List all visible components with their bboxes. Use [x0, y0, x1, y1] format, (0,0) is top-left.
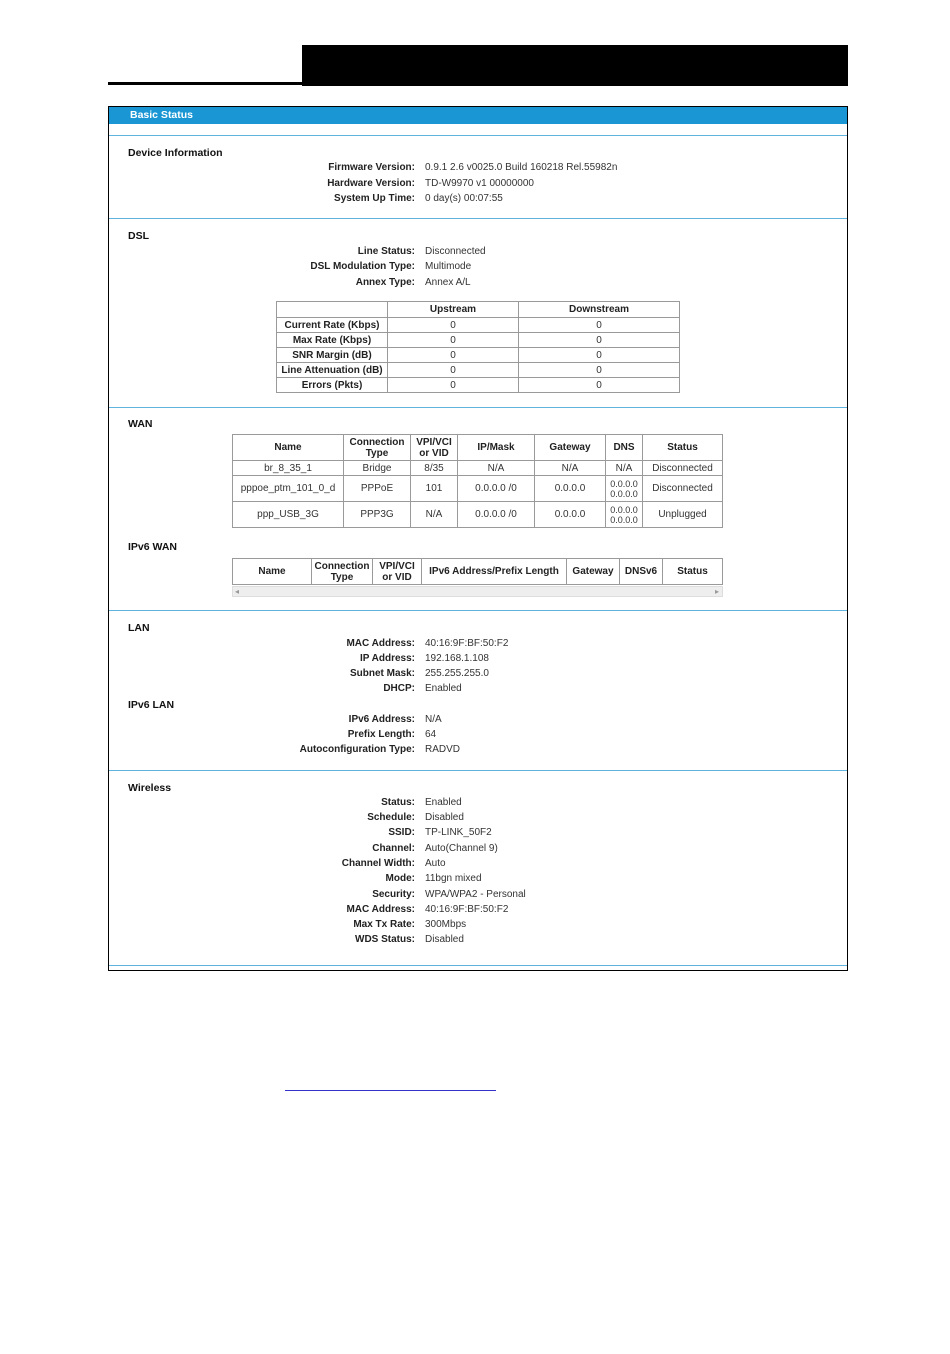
table-header: Name — [233, 559, 312, 585]
info-label: Annex Type: — [355, 277, 415, 288]
info-row — [109, 873, 849, 887]
table-cell: 8/35 — [411, 461, 458, 476]
info-row — [109, 827, 849, 841]
info-value: 255.255.255.0 — [425, 668, 489, 679]
info-value: 0.9.1 2.6 v0025.0 Build 160218 Rel.55982n — [425, 162, 618, 173]
info-row — [109, 714, 849, 728]
info-value: WPA/WPA2 - Personal — [425, 889, 526, 900]
dns-primary: 0.0.0.0 — [610, 504, 638, 515]
info-value: 40:16:9F:BF:50:F2 — [425, 904, 509, 915]
info-label: Security: — [372, 889, 415, 900]
table-cell: br_8_35_1 — [233, 461, 344, 476]
section-title-lan: LAN — [128, 622, 150, 634]
info-label: Mode: — [385, 873, 415, 884]
table-cell: SNR Margin (dB) — [277, 348, 388, 363]
info-value: Enabled — [425, 683, 462, 694]
table-cell: 0 — [519, 378, 680, 393]
info-label: System Up Time: — [334, 193, 415, 204]
scroll-left-arrow-icon[interactable]: ◂ — [235, 587, 240, 596]
table-header: Upstream — [388, 302, 519, 318]
table-row — [277, 333, 680, 348]
info-label: SSID: — [388, 827, 415, 838]
info-label: IP Address: — [359, 653, 415, 664]
info-row — [109, 246, 849, 260]
table-header: DNS — [606, 435, 643, 461]
table-header: Connection Type — [344, 435, 411, 461]
table-header: VPI/VCI or VID — [411, 435, 458, 461]
section-title-ipv6-wan: IPv6 WAN — [128, 541, 178, 553]
info-label: Status: — [381, 797, 415, 808]
info-value: 64 — [425, 729, 437, 740]
table-cell: 0 — [388, 378, 519, 393]
separator — [109, 965, 847, 966]
panel-title: Basic Status — [130, 109, 194, 121]
table-header: Connection Type — [312, 559, 373, 585]
info-value: 40:16:9F:BF:50:F2 — [425, 638, 509, 649]
info-value: 300Mbps — [425, 919, 467, 930]
section-title-device: Device Information — [128, 147, 223, 159]
table-cell: 0 — [388, 348, 519, 363]
info-label: Max Tx Rate: — [353, 919, 415, 930]
info-label: Firmware Version: — [328, 162, 415, 173]
basic-status-panel — [108, 106, 848, 971]
info-value: Disabled — [425, 812, 464, 823]
info-row — [109, 277, 849, 291]
table-cell: PPPoE — [344, 476, 411, 502]
table-cell: N/A — [606, 461, 643, 476]
info-label: IPv6 Address: — [348, 714, 415, 725]
table-cell: Bridge — [344, 461, 411, 476]
table-row — [233, 476, 723, 502]
scroll-right-arrow-icon[interactable]: ▸ — [714, 587, 719, 596]
section-title-wireless: Wireless — [128, 782, 172, 794]
table-row — [277, 348, 680, 363]
table-cell: 0.0.0.0 /0 — [458, 502, 535, 528]
table-cell: 0 — [519, 348, 680, 363]
info-row — [109, 889, 849, 903]
table-cell: N/A — [458, 461, 535, 476]
table-cell: N/A — [411, 502, 458, 528]
info-row — [109, 812, 849, 826]
info-value: 11bgn mixed — [425, 873, 482, 884]
table-row — [233, 502, 723, 528]
info-value: Disabled — [425, 934, 464, 945]
section-title-wan: WAN — [128, 418, 153, 430]
dns-primary: 0.0.0.0 — [610, 478, 638, 489]
section-title-dsl: DSL — [128, 230, 149, 242]
horizontal-scrollbar[interactable] — [232, 586, 723, 597]
separator — [109, 610, 847, 611]
section-title-ipv6-lan: IPv6 LAN — [128, 699, 175, 711]
table-cell: Unplugged — [643, 502, 723, 528]
info-value: TP-LINK_50F2 — [425, 827, 492, 838]
table-cell: Errors (Pkts) — [277, 378, 388, 393]
table-cell: ppp_USB_3G — [233, 502, 344, 528]
table-cell: Current Rate (Kbps) — [277, 318, 388, 333]
info-row — [109, 261, 849, 275]
info-label: Prefix Length: — [347, 729, 415, 740]
separator — [109, 218, 847, 219]
table-header — [277, 302, 388, 318]
ipv6-wan-table — [232, 558, 723, 585]
table-cell: 0.0.0.0 — [535, 502, 606, 528]
hyperlink-underline[interactable] — [285, 1090, 496, 1091]
table-header: Gateway — [535, 435, 606, 461]
info-row — [109, 193, 849, 207]
info-label: Channel: — [372, 843, 415, 854]
table-cell: Disconnected — [643, 461, 723, 476]
info-label: WDS Status: — [355, 934, 415, 945]
table-cell: 0 — [388, 318, 519, 333]
header-bar — [302, 45, 848, 86]
table-cell: 0 — [388, 363, 519, 378]
info-row — [109, 729, 849, 743]
table-row — [277, 363, 680, 378]
info-row — [109, 843, 849, 857]
separator — [109, 770, 847, 771]
header-underline — [108, 82, 302, 85]
info-row — [109, 919, 849, 933]
info-row — [109, 858, 849, 872]
table-cell: Disconnected — [643, 476, 723, 502]
info-value: Disconnected — [425, 246, 486, 257]
info-value: 0 day(s) 00:07:55 — [425, 193, 503, 204]
table-header: VPI/VCI or VID — [373, 559, 422, 585]
table-cell: Max Rate (Kbps) — [277, 333, 388, 348]
table-cell: 0.0.0.0 — [535, 476, 606, 502]
info-label: Channel Width: — [341, 858, 415, 869]
wan-table — [232, 434, 723, 528]
info-row — [109, 683, 849, 697]
table-cell: 0.0.0.0 /0 — [458, 476, 535, 502]
table-cell: Line Attenuation (dB) — [277, 363, 388, 378]
table-row — [277, 378, 680, 393]
info-value: 192.168.1.108 — [425, 653, 489, 664]
info-row — [109, 668, 849, 682]
info-label: Autoconfiguration Type: — [299, 744, 415, 755]
info-value: N/A — [425, 714, 442, 725]
info-row — [109, 162, 849, 176]
table-header: IP/Mask — [458, 435, 535, 461]
separator — [109, 407, 847, 408]
table-header: Status — [643, 435, 723, 461]
info-label: DSL Modulation Type: — [310, 261, 415, 272]
table-header: Status — [663, 559, 723, 585]
info-label: Line Status: — [357, 246, 415, 257]
table-cell: PPP3G — [344, 502, 411, 528]
table-cell: 0 — [519, 318, 680, 333]
info-row — [109, 653, 849, 667]
table-cell: N/A — [535, 461, 606, 476]
info-row — [109, 744, 849, 758]
info-value: RADVD — [425, 744, 461, 755]
info-value: Annex A/L — [425, 277, 471, 288]
info-label: MAC Address: — [346, 904, 415, 915]
info-label: Subnet Mask: — [349, 668, 415, 679]
info-label: Schedule: — [367, 812, 415, 823]
info-value: Multimode — [425, 261, 472, 272]
table-header: Downstream — [519, 302, 680, 318]
info-row — [109, 178, 849, 192]
info-row — [109, 904, 849, 918]
info-label: MAC Address: — [346, 638, 415, 649]
table-cell: 101 — [411, 476, 458, 502]
separator — [109, 135, 847, 136]
table-row — [233, 461, 723, 476]
info-row — [109, 934, 849, 948]
info-value: Auto(Channel 9) — [425, 843, 498, 854]
table-header: IPv6 Address/Prefix Length — [422, 559, 567, 585]
info-value: TD-W9970 v1 00000000 — [425, 178, 534, 189]
table-cell — [606, 502, 643, 528]
table-header: Name — [233, 435, 344, 461]
table-cell — [606, 476, 643, 502]
dsl-stats-table — [276, 301, 680, 393]
dns-secondary: 0.0.0.0 — [610, 514, 638, 525]
panel-title-bar — [109, 107, 847, 124]
table-cell: 0 — [519, 363, 680, 378]
table-row — [277, 318, 680, 333]
table-cell: pppoe_ptm_101_0_d — [233, 476, 344, 502]
table-header: Gateway — [567, 559, 620, 585]
dns-secondary: 0.0.0.0 — [610, 488, 638, 499]
info-label: DHCP: — [383, 683, 415, 694]
info-row — [109, 797, 849, 811]
table-cell: 0 — [519, 333, 680, 348]
table-cell: 0 — [388, 333, 519, 348]
info-value: Auto — [425, 858, 446, 869]
info-label: Hardware Version: — [327, 178, 415, 189]
info-value: Enabled — [425, 797, 462, 808]
info-row — [109, 638, 849, 652]
table-header: DNSv6 — [620, 559, 663, 585]
